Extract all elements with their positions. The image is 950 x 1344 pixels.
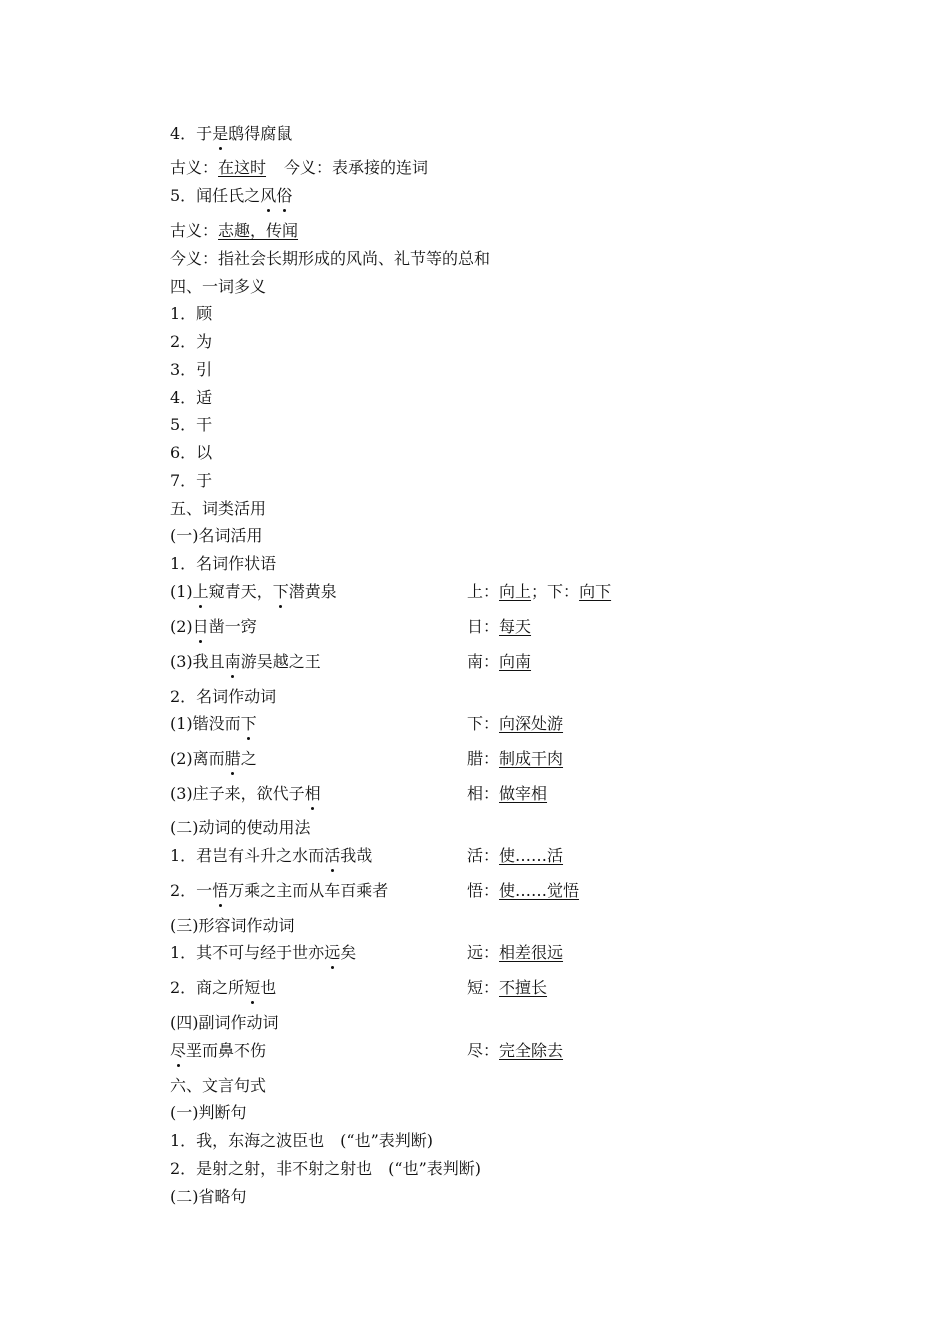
item-5-text: 5．闻任氏之 <box>170 186 261 205</box>
answer-separator: ； <box>531 582 548 601</box>
example-row <box>170 652 321 672</box>
example-text: 1．其不可与经于世亦 <box>170 943 325 962</box>
answer-value: 向上 <box>499 582 532 601</box>
item-4-text-rest: 鸱得腐鼠 <box>228 124 293 143</box>
example-answer <box>467 943 563 963</box>
ancient-meaning-label: 古义： <box>170 158 219 177</box>
example-text: 垩而鼻不伤 <box>186 1041 267 1060</box>
example-answer <box>467 582 611 602</box>
answer-key: 腊： <box>467 749 500 768</box>
example-row <box>170 846 372 866</box>
answer-key: 日： <box>467 617 500 636</box>
polysemy-item: 2．为 <box>170 332 213 351</box>
item-5-line <box>170 186 292 206</box>
example-row <box>170 749 257 769</box>
example-row <box>170 1041 266 1061</box>
answer-value: 相差很远 <box>499 943 564 962</box>
example-row <box>170 978 276 998</box>
example-answer <box>467 978 547 998</box>
answer-value: 使……活 <box>499 846 564 865</box>
answer-key: 相： <box>467 784 500 803</box>
answer-value: 做宰相 <box>499 784 548 803</box>
answer-value: 制成干肉 <box>499 749 564 768</box>
example-text: 也 <box>260 978 277 997</box>
dotted-char: 腊 <box>224 749 241 768</box>
section-6-title: 六、文言句式 <box>170 1076 267 1095</box>
example-row <box>170 784 321 804</box>
example-text: 凿一窍 <box>208 617 257 636</box>
example-text: 游吴越之王 <box>240 652 321 671</box>
answer-value: 向深处游 <box>499 714 564 733</box>
answer-key: 活： <box>467 846 500 865</box>
subsection-title: (二)动词的使动用法 <box>170 818 311 837</box>
example-text: 之 <box>240 749 257 768</box>
dotted-char: 短 <box>244 978 261 997</box>
polysemy-item: 7．于 <box>170 471 213 490</box>
subsection-title: (一)名词活用 <box>170 526 263 545</box>
example-answer <box>467 749 563 769</box>
dotted-char: 南 <box>224 652 241 671</box>
example-row <box>170 617 257 637</box>
sentence-example: 2．是射之射，非不射之射也 (“也”表判断) <box>170 1159 482 1178</box>
example-answer <box>467 652 531 672</box>
sentence-example: 1．我，东海之波臣也 (“也”表判断) <box>170 1131 434 1150</box>
answer-value: 向下 <box>579 582 612 601</box>
answer-value: 每天 <box>499 617 532 636</box>
answer-key: 下： <box>467 714 500 733</box>
example-text: 矣 <box>340 943 357 962</box>
polysemy-item: 5．干 <box>170 415 213 434</box>
example-text: (2)离而 <box>170 749 225 768</box>
example-answer <box>467 881 579 901</box>
example-text: 2．商之所 <box>170 978 245 997</box>
dotted-char: 活 <box>324 846 341 865</box>
answer-key: 上： <box>467 582 500 601</box>
example-answer <box>467 784 547 804</box>
dotted-char: 下 <box>272 582 289 601</box>
answer-value: 使……觉悟 <box>499 881 580 900</box>
dotted-char: 日 <box>192 617 209 636</box>
dotted-char: 下 <box>240 714 257 733</box>
dotted-char: 尽 <box>170 1041 187 1060</box>
polysemy-item: 3．引 <box>170 360 213 379</box>
answer-key: 远： <box>467 943 500 962</box>
answer-key: 下： <box>547 582 580 601</box>
answer-key: 悟： <box>467 881 500 900</box>
dotted-char: 俗 <box>276 186 293 205</box>
dotted-char: 上 <box>192 582 209 601</box>
item-4-meaning <box>170 158 428 178</box>
dotted-char: 远 <box>324 943 341 962</box>
example-text: 窥青天， <box>208 582 273 601</box>
example-row <box>170 582 337 602</box>
example-text: (3)庄子来，欲代子 <box>170 784 305 803</box>
polysemy-item: 1．顾 <box>170 304 213 323</box>
ancient-meaning-answer: 志趣，传闻 <box>218 221 299 240</box>
example-text: (1)锴没而 <box>170 714 241 733</box>
example-answer <box>467 846 563 866</box>
subsection-title: (一)判断句 <box>170 1103 247 1122</box>
example-row <box>170 881 388 901</box>
modern-meaning: 今义：表承接的连词 <box>284 158 429 177</box>
answer-key: 短： <box>467 978 500 997</box>
polysemy-item: 6．以 <box>170 443 213 462</box>
answer-value: 不擅长 <box>499 978 548 997</box>
subsection-title: (四)副词作动词 <box>170 1013 279 1032</box>
example-row <box>170 714 257 734</box>
dotted-char: 相 <box>304 784 321 803</box>
example-text: (1) <box>170 582 193 601</box>
example-text: 万乘之主而从车百乘者 <box>228 881 389 900</box>
answer-value: 完全除去 <box>499 1041 564 1060</box>
dotted-char: 是 <box>212 124 229 143</box>
subsection-item-title: 2．名词作动词 <box>170 687 277 706</box>
example-answer <box>467 1041 563 1061</box>
section-5-title: 五、词类活用 <box>170 499 267 518</box>
ancient-meaning-answer: 在这时 <box>218 158 267 177</box>
item-4-line <box>170 124 292 144</box>
example-row <box>170 943 356 963</box>
subsection-title: (三)形容词作动词 <box>170 916 295 935</box>
example-text: 潜黄泉 <box>288 582 337 601</box>
answer-key: 南： <box>467 652 500 671</box>
example-answer <box>467 617 531 637</box>
example-text: (2) <box>170 617 193 636</box>
example-text: (3)我且 <box>170 652 225 671</box>
dotted-char: 悟 <box>212 881 229 900</box>
dotted-char: 风 <box>260 186 277 205</box>
example-text: 2．一 <box>170 881 213 900</box>
item-4-text: 4．于 <box>170 124 213 143</box>
subsection-title: (二)省略句 <box>170 1187 247 1206</box>
example-answer <box>467 714 563 734</box>
answer-key: 尽： <box>467 1041 500 1060</box>
ancient-meaning-label: 古义： <box>170 221 219 240</box>
example-text: 1．君岂有斗升之水而 <box>170 846 325 865</box>
polysemy-item: 4．适 <box>170 388 213 407</box>
section-4-title: 四、一词多义 <box>170 277 267 296</box>
example-text: 我哉 <box>340 846 373 865</box>
answer-value: 向南 <box>499 652 532 671</box>
item-5-ancient <box>170 221 298 241</box>
item-5-modern: 今义：指社会长期形成的风尚、礼节等的总和 <box>170 249 491 268</box>
subsection-item-title: 1．名词作状语 <box>170 554 277 573</box>
